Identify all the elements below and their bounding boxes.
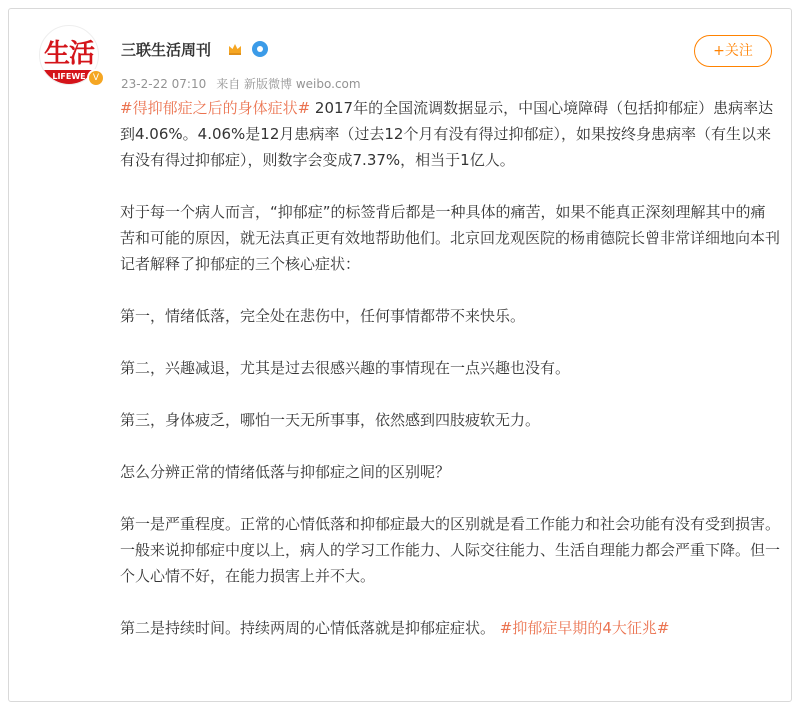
post-timestamp[interactable]: 23-2-22 07:10	[121, 77, 207, 91]
verified-icon: V	[87, 69, 105, 87]
hashtag-link[interactable]: #抑郁症早期的4大征兆#	[499, 619, 670, 637]
paragraph: 第二，兴趣减退，尤其是过去很感兴趣的事情现在一点兴趣也没有。	[120, 359, 571, 377]
blue-badge-icon	[252, 41, 268, 57]
paragraph: 第三，身体疲乏，哪怕一天无所事事，依然感到四肢疲软无力。	[120, 411, 541, 429]
paragraph: 怎么分辨正常的情绪低落与抑郁症之间的区别呢？	[120, 463, 451, 481]
author-name[interactable]: 三联生活周刊	[121, 41, 212, 59]
paragraph: 对于每一个病人而言，“抑郁症”的标签背后都是一种具体的痛苦，如果不能真正深刻理解其中的痛苦和可能的原因，就无法真正更有效地帮助他们。北京回龙观医院的杨甫德院长曾非常详细地向本刊记者解释了抑郁症的三个核心症状：	[120, 203, 781, 273]
paragraph: 第一，情绪低落，完全处在悲伤中，任何事情都带不来快乐。	[120, 307, 526, 325]
avatar-logo: 生活	[43, 39, 94, 69]
avatar-band: LIFEWE	[40, 70, 98, 84]
weibo-post-card	[8, 8, 792, 702]
paragraph	[120, 615, 780, 641]
paragraph: 第一是严重程度。正常的心情低落和抑郁症最大的区别就是看工作能力和社会功能有没有受到损害。一般来说抑郁症中度以上，病人的学习工作能力、人际交往能力、生活自理能力都会严重下降。但一个人心情不好，在能力损害上并不大。	[120, 515, 781, 585]
post-source: 来自 新版微博 weibo.com	[216, 77, 361, 91]
post-meta	[121, 75, 371, 92]
post-content	[120, 95, 780, 667]
paragraph	[120, 95, 780, 173]
hashtag-link[interactable]: #得抑郁症之后的身体症状#	[120, 99, 311, 117]
paragraph-text: 2017年的全国流调数据显示，中国心境障碍（包括抑郁症）患病率达到4.06%。4.06%是12月患病率（过去12个月有没有得过抑郁症），如果按终身患病率（有生以来有没有得过抑郁症），则数字会变成7.37%，相当于1亿人。	[120, 99, 774, 169]
crown-icon	[227, 41, 243, 57]
paragraph-text: 第二是持续时间。持续两周的心情低落就是抑郁症症状。	[120, 619, 496, 637]
follow-button[interactable]: +关注	[694, 35, 772, 67]
